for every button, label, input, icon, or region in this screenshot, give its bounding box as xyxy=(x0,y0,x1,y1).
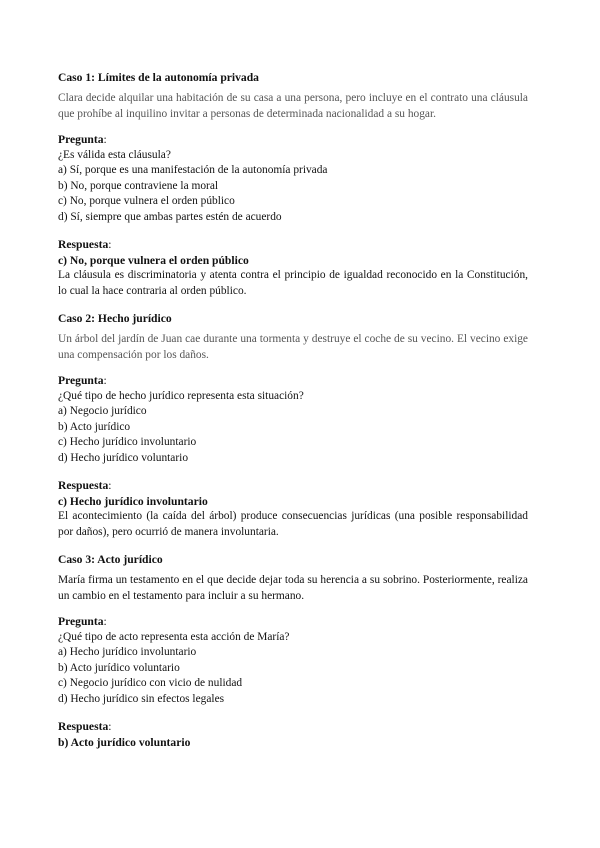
case-description: Un árbol del jardín de Juan cae durante una tormenta y destruye el coche de su vecino. El vecino exige una compensación por los daños. xyxy=(58,333,528,361)
option-b: b) Acto jurídico xyxy=(58,420,131,433)
case-1 xyxy=(58,70,528,311)
option-d: d) Sí, siempre que ambas partes estén de acuerdo xyxy=(58,210,282,223)
question-text: ¿Qué tipo de acto representa esta acción de María? xyxy=(58,630,290,643)
case-title: Caso 2: Hecho jurídico xyxy=(58,312,172,325)
question-label: Pregunta: xyxy=(58,133,107,146)
option-c: c) Negocio jurídico con vicio de nulidad xyxy=(58,677,243,689)
answer-label: Respuesta: xyxy=(58,479,112,492)
option-a: a) Hecho jurídico involuntario xyxy=(58,646,197,658)
question-label: Pregunta: xyxy=(58,615,107,628)
option-c: c) No, porque vulnera el orden público xyxy=(58,195,235,207)
case-description: María firma un testamento en el que decide dejar toda su herencia a su sobrino. Posteriormente, realiza un cambio en el testamento para incluir a su hermano. xyxy=(58,574,528,602)
option-a: a) Sí, porque es una manifestación de la autonomía privada xyxy=(58,164,328,176)
option-b: b) Acto jurídico voluntario xyxy=(58,661,180,674)
option-b: b) No, porque contraviene la moral xyxy=(58,179,219,192)
case-3 xyxy=(58,552,528,750)
option-a: a) Negocio jurídico xyxy=(58,405,147,417)
option-c: c) Hecho jurídico involuntario xyxy=(58,436,197,448)
case-description: Clara decide alquilar una habitación de su casa a una persona, pero incluye en el contrato una cláusula que prohíbe al inquilino invitar a personas de determinada nacionalidad a su hogar. xyxy=(58,92,528,120)
answer-text: b) Acto jurídico voluntario xyxy=(58,735,191,749)
question-label: Pregunta: xyxy=(58,374,107,387)
answer-explanation: El acontecimiento (la caída del árbol) produce consecuencias jurídicas (una posible responsabilidad por daños), pero ocurrió de manera involuntaria. xyxy=(58,510,528,538)
answer-label: Respuesta: xyxy=(58,238,112,251)
answer-text: c) No, porque vulnera el orden público xyxy=(58,253,249,267)
case-2 xyxy=(58,311,528,552)
answer-label: Respuesta: xyxy=(58,720,112,733)
case-title: Caso 1: Límites de la autonomía privada xyxy=(58,71,259,84)
question-text: ¿Qué tipo de hecho jurídico representa esta situación? xyxy=(58,389,304,402)
option-d: d) Hecho jurídico voluntario xyxy=(58,451,189,464)
option-d: d) Hecho jurídico sin efectos legales xyxy=(58,692,225,705)
case-title: Caso 3: Acto jurídico xyxy=(58,553,163,566)
answer-text: c) Hecho jurídico involuntario xyxy=(58,494,208,508)
answer-explanation: La cláusula es discriminatoria y atenta contra el principio de igualdad reconocido en la Constitución, lo cual la hace contraria al orden público. xyxy=(58,269,528,297)
question-text: ¿Es válida esta cláusula? xyxy=(58,148,171,161)
